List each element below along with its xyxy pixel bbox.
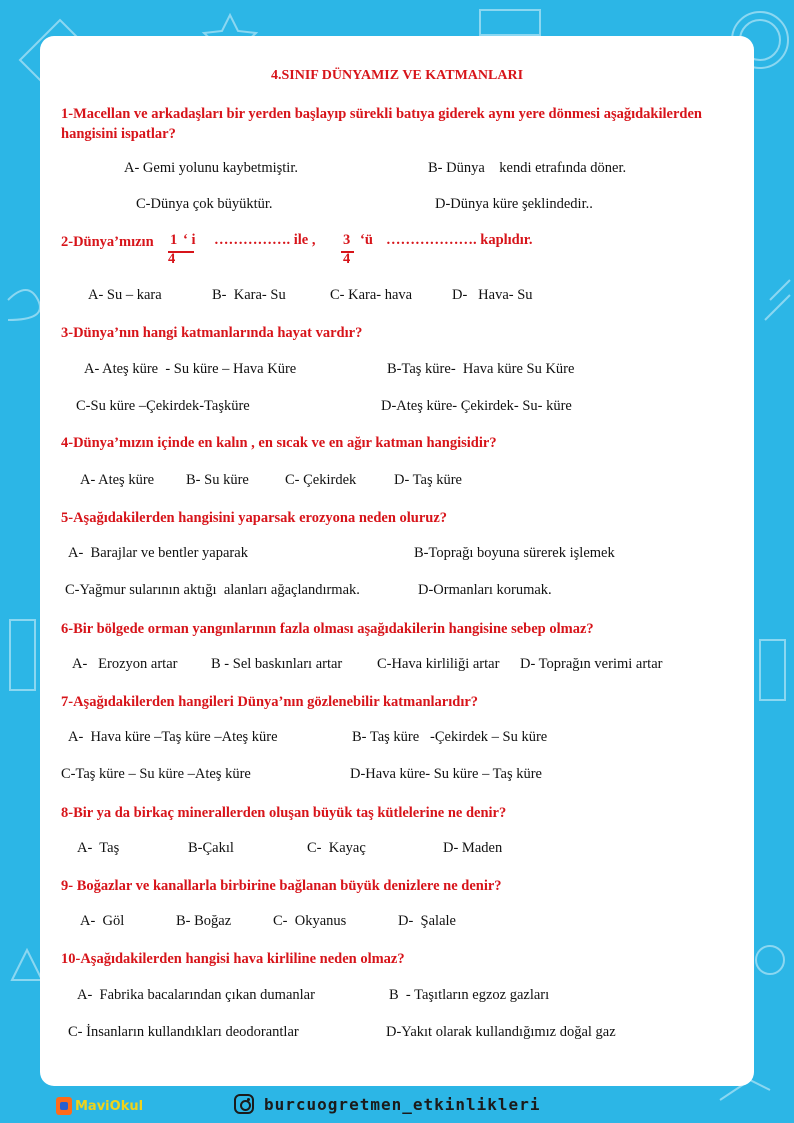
- q5-option-c: C-Yağmur sularının aktığı alanları ağaçlandırmak.: [65, 582, 360, 598]
- q9-option-c: C- Okyanus: [273, 913, 347, 929]
- q3-option-d: D-Ateş küre- Çekirdek- Su- küre: [381, 398, 572, 414]
- question-5: 5-Aşağıdakilerden hangisini yaparsak erozyona neden oluruz?: [61, 510, 448, 526]
- q3-option-c: C-Su küre –Çekirdek-Taşküre: [76, 398, 250, 414]
- q8-option-a: A- Taş: [77, 840, 120, 856]
- q2-option-a: A- Su – kara: [88, 287, 162, 303]
- q3-option-b: B-Taş küre- Hava küre Su Küre: [387, 361, 575, 377]
- question-10: 10-Aşağıdakilerden hangisi hava kirliline neden olmaz?: [61, 951, 405, 967]
- question-4: 4-Dünya’mızın içinde en kalın , en sıcak ve en ağır katman hangisidir?: [61, 435, 497, 451]
- question-8: 8-Bir ya da birkaç minerallerden oluşan büyük taş kütlelerine ne denir?: [61, 805, 507, 821]
- q1-option-a: A- Gemi yolunu kaybetmiştir.: [124, 160, 298, 176]
- q2-fraction-1-tail: ‘ i: [183, 232, 196, 248]
- q2-end-text: ………………. kaplıdır.: [386, 232, 533, 248]
- q1-option-b: B- Dünya kendi etrafında döner.: [428, 160, 627, 176]
- q2-fraction-1-numerator: 1: [170, 232, 178, 248]
- q4-option-b: B- Su küre: [186, 472, 249, 488]
- q2-option-b: B- Kara- Su: [212, 287, 286, 303]
- worksheet-title: 4.SINIF DÜNYAMIZ VE KATMANLARI: [270, 68, 524, 83]
- instagram-icon: [234, 1094, 254, 1114]
- q7-option-a: A- Hava küre –Taş küre –Ateş küre: [68, 729, 278, 745]
- question-3: 3-Dünya’nın hangi katmanlarında hayat vardır?: [61, 325, 363, 341]
- q6-option-c: C-Hava kirliliği artar: [377, 656, 500, 672]
- question-9: 9- Boğazlar ve kanallarla birbirine bağlanan büyük denizlere ne denir?: [61, 878, 502, 894]
- q10-option-b: B - Taşıtların egzoz gazları: [389, 987, 550, 1003]
- q3-option-a: A- Ateş küre - Su küre – Hava Küre: [84, 361, 297, 377]
- instagram-handle[interactable]: [234, 1094, 540, 1114]
- q10-option-a: A- Fabrika bacalarından çıkan dumanlar: [77, 987, 315, 1003]
- question-2: 2-Dünya’mızın: [61, 234, 154, 250]
- question-1: 1-Macellan ve arkadaşları bir yerden başlayıp sürekli batıya giderek aynı yere dönmesi aşağıdakilerden hangisini ispatlar?: [61, 106, 702, 142]
- q4-option-c: C- Çekirdek: [285, 472, 357, 488]
- question-6: 6-Bir bölgede orman yangınlarının fazla olması aşağıdakilerin hangisine sebep olmaz?: [61, 621, 594, 637]
- q2-fraction-1-denominator: 4: [168, 251, 176, 267]
- q7-option-b: B- Taş küre -Çekirdek – Su küre: [352, 729, 548, 745]
- q8-option-c: C- Kayaç: [307, 840, 366, 856]
- logo-icon: [56, 1097, 72, 1115]
- q6-option-a: A- Erozyon artar: [72, 656, 178, 672]
- q7-option-c: C-Taş küre – Su küre –Ateş küre: [61, 766, 251, 782]
- q2-fraction-2-denominator: 4: [343, 251, 351, 267]
- q2-option-c: C- Kara- hava: [330, 287, 413, 303]
- q2-option-d: D- Hava- Su: [452, 287, 533, 303]
- q2-fraction-2-numerator: 3: [343, 232, 351, 248]
- q1-option-c: C-Dünya çok büyüktür.: [136, 196, 273, 212]
- q4-option-a: A- Ateş küre: [80, 472, 155, 488]
- q9-option-d: D- Şalale: [398, 913, 456, 929]
- q5-option-a: A- Barajlar ve bentler yaparak: [68, 545, 248, 561]
- logo-text: MaviOkul: [75, 1098, 144, 1114]
- q10-option-d: D-Yakıt olarak kullandığımız doğal gaz: [386, 1024, 616, 1040]
- q4-option-d: D- Taş küre: [394, 472, 462, 488]
- q2-fraction-2-tail: ‘ü: [360, 232, 373, 248]
- q6-option-d: D- Toprağın verimi artar: [520, 656, 663, 672]
- q6-option-b: B - Sel baskınları artar: [211, 656, 343, 672]
- q2-middle-text: ……………. ile ,: [214, 232, 316, 248]
- maviokul-logo: [56, 1094, 143, 1118]
- worksheet-card: [40, 36, 754, 1086]
- q1-option-d: D-Dünya küre şeklindedir..: [435, 196, 593, 212]
- question-7: 7-Aşağıdakilerden hangileri Dünya’nın gözlenebilir katmanlarıdır?: [61, 694, 479, 710]
- q5-option-b: B-Toprağı boyuna sürerek işlemek: [414, 545, 615, 561]
- q8-option-b: B-Çakıl: [188, 840, 234, 856]
- q9-option-b: B- Boğaz: [176, 913, 232, 929]
- q5-option-d: D-Ormanları korumak.: [418, 582, 552, 598]
- instagram-handle-text: burcuogretmen_etkinlikleri: [264, 1094, 541, 1114]
- q10-option-c: C- İnsanların kullandıkları deodorantlar: [68, 1024, 299, 1040]
- q7-option-d: D-Hava küre- Su küre – Taş küre: [350, 766, 542, 782]
- q9-option-a: A- Göl: [80, 913, 125, 929]
- q8-option-d: D- Maden: [443, 840, 503, 856]
